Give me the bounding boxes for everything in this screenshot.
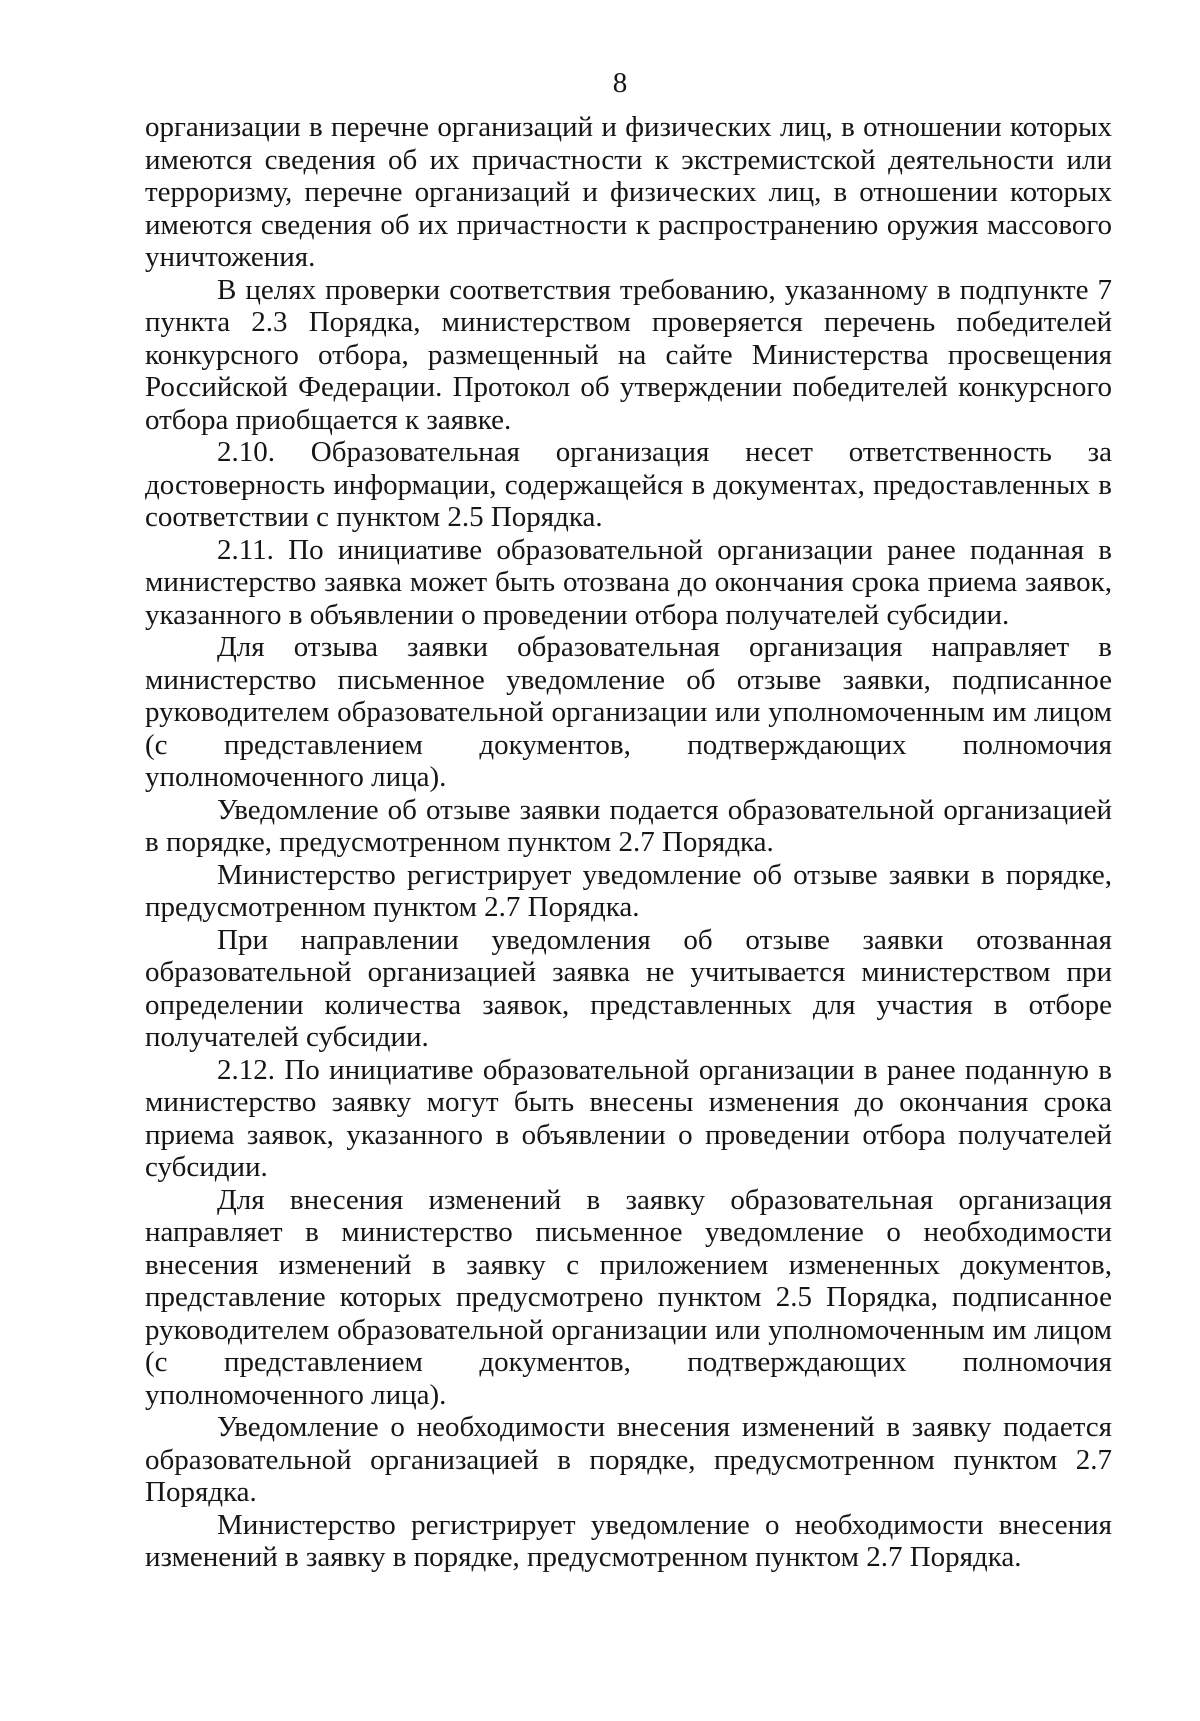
paragraph-verification: В целях проверки соответствия требованию, указанному в подпункте 7 пункта 2.3 Порядка, министерством проверяется перечень победителей конкурсного отбора, размещенный на сайте Министерства просвещения Российской Федерации. Протокол об утверждении победителей конкурсного отбора приобщается к заявке.	[145, 273, 1112, 436]
paragraph-withdrawal-registration: Министерство регистрирует уведомление об отзыве заявки в порядке, предусмотренном пунктом 2.7 Порядка.	[145, 858, 1112, 923]
paragraph-changes-procedure: Для внесения изменений в заявку образовательная организация направляет в министерство письменное уведомление о необходимости внесения изменений в заявку с приложением измененных документов, представление которых предусмотрено пунктом 2.5 Порядка, подписанное руководителем образовательной организации или уполномоченным им лицом (с представлением документов, подтверждающих полномочия уполномоченного лица).	[145, 1183, 1112, 1411]
paragraph-withdrawal-procedure: Для отзыва заявки образовательная организация направляет в министерство письменное уведомление об отзыве заявки, подписанное руководителем образовательной организации или уполномоченным им лицом (с представлением документов, подтверждающих полномочия уполномоченного лица).	[145, 631, 1112, 793]
paragraph-withdrawal-effect: При направлении уведомления об отзыве заявки отозванная образовательной организацией заявка не учитывается министерством при определении количества заявок, представленных для участия в отборе получателей субсидии.	[145, 923, 1112, 1053]
paragraph-changes-notice: Уведомление о необходимости внесения изменений в заявку подается образовательной организацией в порядке, предусмотренном пунктом 2.7 Порядка.	[145, 1411, 1112, 1508]
document-body	[145, 111, 1112, 1574]
paragraph-2-12: 2.12. По инициативе образовательной организации в ранее поданную в министерство заявку могут быть внесены изменения до окончания срока приема заявок, указанного в объявлении о проведении отбора получателей субсидии.	[145, 1053, 1112, 1183]
paragraph-continuation: организации в перечне организаций и физических лиц, в отношении которых имеются сведения об их причастности к экстремистской деятельности или терроризму, перечне организаций и физических лиц, в отношении которых имеются сведения об их причастности к распространению оружия массового уничтожения.	[145, 111, 1112, 273]
paragraph-2-10: 2.10. Образовательная организация несет ответственность за достоверность информации, содержащейся в документах, предоставленных в соответствии с пунктом 2.5 Порядка.	[145, 436, 1112, 533]
paragraph-changes-registration: Министерство регистрирует уведомление о необходимости внесения изменений в заявку в порядке, предусмотренном пунктом 2.7 Порядка.	[145, 1508, 1112, 1573]
paragraph-2-11: 2.11. По инициативе образовательной организации ранее поданная в министерство заявка может быть отозвана до окончания срока приема заявок, указанного в объявлении о проведении отбора получателей субсидии.	[145, 533, 1112, 631]
page-number: 8	[612, 67, 628, 99]
paragraph-withdrawal-notice: Уведомление об отзыве заявки подается образовательной организацией в порядке, предусмотренном пунктом 2.7 Порядка.	[145, 793, 1112, 858]
